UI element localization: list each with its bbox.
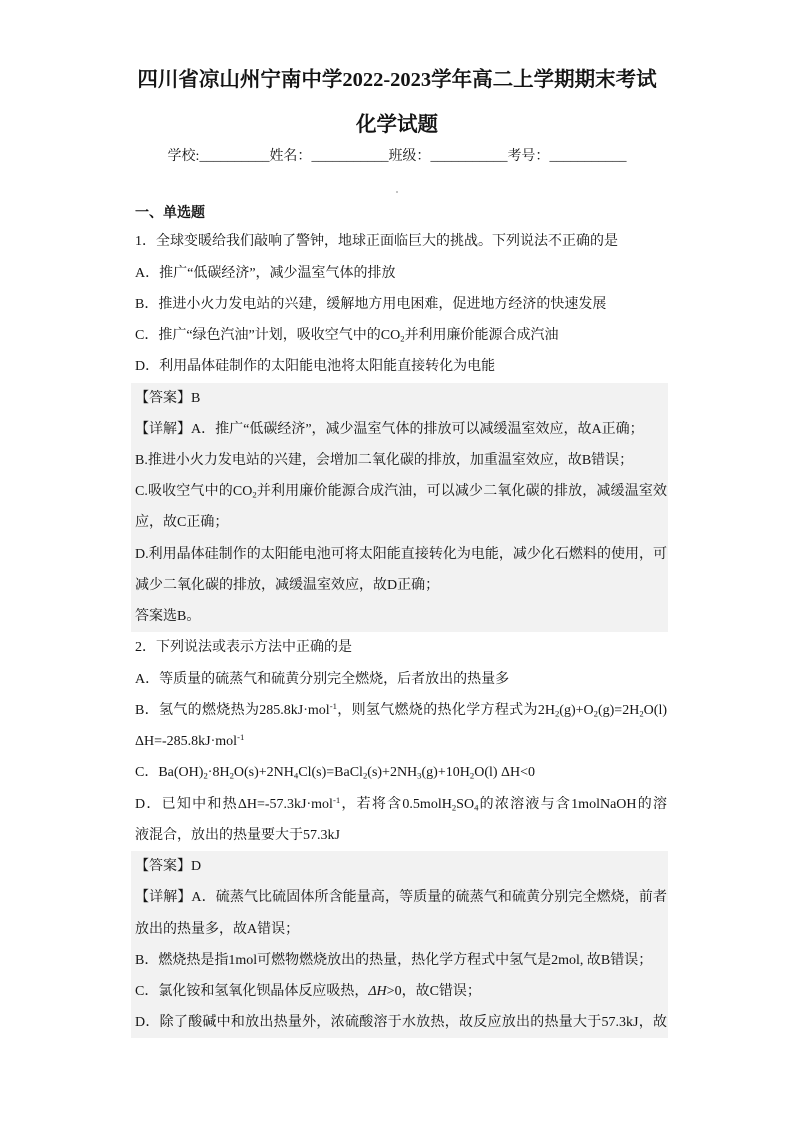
subscript: 2 xyxy=(252,489,257,500)
subscript: 2 xyxy=(593,708,598,719)
superscript: -1 xyxy=(237,732,245,743)
decorative-dot xyxy=(396,191,398,193)
italic-symbol: ΔH xyxy=(368,984,387,999)
text-run: (g)+10H xyxy=(421,765,470,781)
text-line xyxy=(135,695,667,726)
text-run: ，则氢气燃烧的热化学方程式为2H xyxy=(336,702,555,718)
explanation-paragraph xyxy=(135,445,667,476)
text-run: (g)=2H xyxy=(597,702,640,718)
exam-title: 四川省凉山州宁南中学2022-2023学年高二上学期期末考试 xyxy=(137,69,657,91)
explanation-paragraph xyxy=(135,476,667,538)
subscript: 2 xyxy=(203,770,208,781)
text-run: 并利用廉价能源合成汽油 xyxy=(404,328,559,344)
option-a xyxy=(135,664,667,695)
explanation-paragraph xyxy=(135,1007,667,1038)
subscript: 2 xyxy=(229,770,234,781)
exam-subtitle: 化学试题 xyxy=(356,114,438,136)
option-a xyxy=(135,258,667,289)
class-label: 班级： xyxy=(388,149,431,164)
text-run: B．推进小火力发电站的兴建，缓解地方用电困难，促进地方经济的快速发展 xyxy=(135,296,607,312)
answer-label: 【答案】 xyxy=(135,390,191,406)
text-line xyxy=(135,664,667,695)
text-line xyxy=(135,789,667,820)
text-run: B.推进小火力发电站的兴建，会增加二氧化碳的排放，加重温室效应，故B错误； xyxy=(135,453,634,469)
school-blank: __________ xyxy=(199,149,270,164)
text-run: D．除了酸碱中和放出热量外，浓硫酸溶于水放热，故反应放出的热量大于57.3kJ，故 xyxy=(135,1015,667,1031)
text-run: D．利用晶体硅制作的太阳能电池将太阳能直接转化为电能 xyxy=(135,359,496,375)
text-run: 液混合，放出的热量要大于57.3kJ xyxy=(135,827,340,843)
answer-box xyxy=(131,383,668,633)
student-info-line xyxy=(0,146,794,168)
explanation-paragraph xyxy=(135,539,667,601)
text-line xyxy=(135,351,667,382)
explanation-paragraph xyxy=(135,976,667,1007)
name-blank: ___________ xyxy=(311,149,389,164)
text-run: 并利用廉价能源合成汽油，可以减少二氧化碳的排放，减缓温室效 xyxy=(256,484,667,500)
text-run: A．等质量的硫蒸气和硫黄分别完全燃烧，后者放出的热量多 xyxy=(135,671,510,687)
text-line xyxy=(135,539,667,570)
option-b xyxy=(135,289,667,320)
explanation-paragraph xyxy=(135,414,667,445)
text-run: 2．下列说法或表示方法中正确的是 xyxy=(135,640,352,656)
name-label: 姓名： xyxy=(269,149,312,164)
text-run: O(s)+2NH xyxy=(233,765,294,781)
text-run: C．氯化铵和氢氧化钡晶体反应吸热， xyxy=(135,984,369,999)
answer-value: D xyxy=(191,859,202,875)
text-run: 的浓溶液与含1molNaOH的溶 xyxy=(478,796,668,812)
text-run: O(l) xyxy=(643,702,667,718)
text-run: C.吸收空气中的CO xyxy=(135,484,253,500)
question-list xyxy=(135,226,667,1038)
option-d xyxy=(135,351,667,382)
text-line xyxy=(135,945,667,976)
text-run: ΔH=-285.8kJ·mol xyxy=(135,734,238,750)
text-run: A．推广“低碳经济”，减少温室气体的排放 xyxy=(135,265,396,281)
text-run: C．Ba(OH) xyxy=(135,765,204,781)
text-line xyxy=(135,289,667,320)
text-run: D.利用晶体硅制作的太阳能电池可将太阳能直接转化为电能，减少化石燃料的使用，可 xyxy=(135,546,667,562)
text-line xyxy=(135,320,667,351)
subscript: 4 xyxy=(293,770,299,781)
text-run: >0，故C错误； xyxy=(386,984,481,999)
text-line xyxy=(135,601,667,632)
text-line xyxy=(135,414,667,445)
text-run: 答案选B。 xyxy=(135,609,201,625)
option-b xyxy=(135,695,667,757)
explanation-paragraph xyxy=(135,945,667,976)
text-line xyxy=(135,976,667,1007)
question-1 xyxy=(135,226,667,632)
text-run: 【详解】A．硫蒸气比硫固体所含能量高，等质量的硫蒸气和硫黄分别完全燃烧，前者 xyxy=(135,890,667,906)
exam-number-blank: ___________ xyxy=(549,149,627,164)
option-d xyxy=(135,789,667,851)
option-c xyxy=(135,320,667,351)
text-run: B．氢气的燃烧热为285.8kJ·mol xyxy=(135,702,330,718)
question-stem xyxy=(135,632,667,663)
superscript: -1 xyxy=(329,701,337,712)
answer-label: 【答案】 xyxy=(135,859,191,875)
text-run: (s)+2NH xyxy=(367,765,418,781)
explanation-paragraph xyxy=(135,882,667,944)
text-line xyxy=(135,726,667,757)
answer-box xyxy=(131,851,668,1038)
option-c xyxy=(135,757,667,788)
text-line xyxy=(135,570,667,601)
text-line xyxy=(135,445,667,476)
text-line xyxy=(135,882,667,913)
school-label: 学校: xyxy=(167,149,200,164)
text-line xyxy=(135,258,667,289)
subscript: 4 xyxy=(474,802,479,813)
text-line xyxy=(135,757,667,788)
answer-line xyxy=(135,383,667,414)
text-run: 【详解】A．推广“低碳经济”，减少温室气体的排放可以减缓温室效应，故A正确； xyxy=(135,421,644,437)
exam-number-label: 考号： xyxy=(507,149,550,164)
text-line xyxy=(135,820,667,851)
text-line xyxy=(135,476,667,507)
subscript: 2 xyxy=(469,770,475,781)
explanation-paragraph xyxy=(135,601,667,632)
exam-content xyxy=(135,202,667,1038)
question-2 xyxy=(135,632,667,1038)
text-run: 1．全球变暖给我们敲响了警钟，地球正面临巨大的挑战。下列说法不正确的是 xyxy=(135,234,618,250)
text-run: C．推广“绿色汽油”计划，吸收空气中的CO xyxy=(135,328,401,344)
text-run: D．已知中和热ΔH=-57.3kJ·mol xyxy=(135,796,333,812)
text-run: (g)+O xyxy=(559,702,594,718)
text-run: 减少二氧化碳的排放，减缓温室效应，故D正确； xyxy=(135,577,440,593)
subscript: 2 xyxy=(639,708,644,719)
text-run: 应，故C正确； xyxy=(135,515,229,531)
text-run: Cl(s)=BaCl xyxy=(298,765,363,781)
subscript: 2 xyxy=(400,333,405,344)
question-stem xyxy=(135,226,667,257)
text-run: 放出的热量多，故A错误； xyxy=(135,921,300,937)
subscript: 2 xyxy=(554,708,560,719)
subscript: 2 xyxy=(451,802,457,813)
text-run: ，若将含0.5molH xyxy=(340,796,452,812)
text-run: SO xyxy=(456,796,475,812)
text-run: B．燃烧热是指1mol可燃物燃烧放出的热量，热化学方程式中氢气是2mol, 故B错误； xyxy=(135,952,653,968)
superscript: -1 xyxy=(332,794,341,805)
text-line xyxy=(135,914,667,945)
text-line xyxy=(135,632,667,663)
text-line xyxy=(135,1007,667,1038)
answer-line xyxy=(135,851,667,882)
text-run: O(l) ΔH<0 xyxy=(474,765,536,781)
subscript: 3 xyxy=(417,770,422,781)
text-line xyxy=(135,507,667,538)
subscript: 2 xyxy=(362,770,368,781)
text-line xyxy=(135,226,667,257)
section-heading: 一、单选题 xyxy=(135,206,205,221)
class-blank: ___________ xyxy=(430,149,508,164)
text-run: ·8H xyxy=(207,765,230,781)
answer-value: B xyxy=(191,390,201,406)
